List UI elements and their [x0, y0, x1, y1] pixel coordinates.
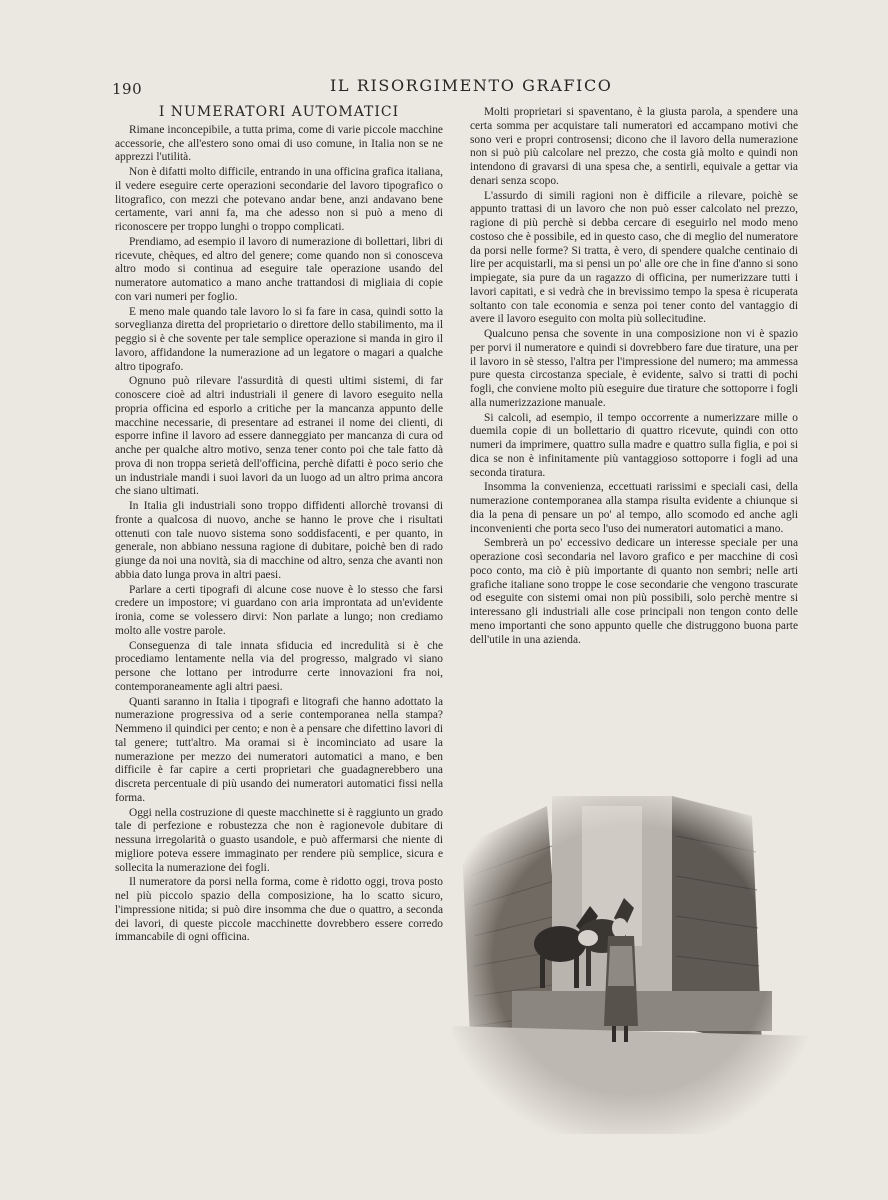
woman-with-goats-photo: [452, 786, 810, 1134]
paragraph: Parlare a certi tipografi di alcune cose nuove è lo stesso che farsi credere un impostore; vi guardano con aria improntata ad un'evidente ironia, come se volessero dirvi: Non parlate a lungo; non crediamo molto alle vostre parole.: [115, 583, 443, 637]
paragraph: Prendiamo, ad esempio il lavoro di numerazione di bollettari, libri di ricevute, chèques, ed altro del genere; come quando non si conosceva altro modo si continua ad eseguire tale operazione usando del numeratore automatico a mano anche trattandosi di migliaia di copie con vari numeri per foglio.: [115, 235, 443, 303]
journal-title: IL RISORGIMENTO GRAFICO: [330, 76, 613, 95]
paragraph: Sembrerà un po' eccessivo dedicare un interesse speciale per una operazione così secondaria nel lavoro grafico e per macchine di così poco conto, ma ciò è più importante di quanto non sembri; nelle arti grafiche italiane sono troppe le cose secondarie che vengono trascurate od eseguite con sistemi omai non più possibili, solo perchè mentre si interessano gli industriali alle cose principali non tengon conto delle meno importanti che sono appunto quelle che distruggono buona parte dell'utile in una azienda.: [470, 537, 798, 646]
page-number: 190: [112, 80, 143, 98]
paragraph: Molti proprietari si spaventano, è la giusta parola, a spendere una certa somma per acquistare tali numeratori ed accampano motivi che sono veri e propri controsensi; dicono che il lavoro della numerazione non si può più calcolare nel prezzo, che costa già molto e quindi non intendono di gravarsi di una spesa che, a sentirli, equivale a gettar via denari senza scopo.: [470, 106, 798, 187]
paragraph: Non è difatti molto difficile, entrando in una officina grafica italiana, il vedere eseguire certe operazioni secondarie del lavoro tipografico o litografico, con mezzi che potevano andar bene, anzi andavano bene certamente, vari anni fa, ma che adesso non si può a meno di riconoscere per troppo lunghi o troppo complicati.: [115, 166, 443, 233]
article-title: I NUMERATORI AUTOMATICI: [158, 104, 400, 120]
paragraph: Oggi nella costruzione di queste macchinette si è raggiunto un grado tale di perfezione e robustezza che non è ragionevole dubitare di nessuna irregolarità o guasto usandole, e può affermarsi che niente di migliore poteva essere immaginato per rendere più semplice, sicura e sollecita la numerazione dei fogli.: [115, 806, 443, 874]
paragraph: Ognuno può rilevare l'assurdità di questi ultimi sistemi, di far conoscere cioè ad altri industriali il genere di lavoro eseguito nella propria officina ed esporlo a critiche per la mancanza appunto delle macchine necessarie, di presentare ad estranei il nome dei clienti, di esporre infine il lavoro ad essere danneggiato per mancanza di cura od anche per qualche altro motivo, senza tener conto poi che tale fatto dà prova di non troppa serietà dell'officina, perchè difatti è poco serio che un industriale mandi i suoi lavori da un luogo ad un altro prima ancora che siano ultimati.: [115, 375, 443, 498]
paragraph: In Italia gli industriali sono troppo diffidenti allorchè trovansi di fronte a qualcosa di nuovo, anche se hanno le prove che i risultati ottenuti con tale nuovo sistema sono soddisfacenti, e per quanto, in generale, non abbiano nessuna ragione di dubitare, poichè ben di rado giunge da noi una novità, sia di macchine od altro, senza che avanti non abbia dato lunga prova in altri paesi.: [115, 500, 443, 581]
paragraph: Insomma la convenienza, eccettuati rarissimi e speciali casi, della numerazione contemporanea alla stampa risulta evidente a chiunque si dia la pena di pensare un po' al tempo, allo scomodo ed anche agli inconvenienti che porta seco l'uso dei numeratori automatici a mano.: [470, 481, 798, 535]
paragraph: Si calcoli, ad esempio, il tempo occorrente a numerizzare mille o duemila copie di un bollettario di quattro ricevute, quindi con otto numeri da imprimere, quattro sulla madre e quattro sulla figlia, e poi si dica se non è infinitamente più vantaggioso sottoporre i fogli ad una seconda tiratura.: [470, 411, 798, 479]
left-column: [115, 106, 443, 946]
paragraph: Rimane inconcepibile, a tutta prima, come di varie piccole macchine accessorie, che all'estero sono omai di uso comune, in Italia non se ne apprezzi l'utilità.: [115, 123, 443, 164]
paragraph: Il numeratore da porsi nella forma, come è ridotto oggi, trova posto nel più piccolo spazio della composizione, ha lo scatto sicuro, l'impressione nitida; si può dire insomma che due o quattro, a seconda dei lavori, di queste piccole macchinette dovrebbero essere corredo immancabile di ogni officina.: [115, 876, 443, 944]
right-column: [470, 106, 798, 648]
paragraph: L'assurdo di simili ragioni non è difficile a rilevare, poichè se appunto trattasi di un lavoro che non può esser calcolato nel prezzo, ragione di più perchè si debba cercare di eseguirlo nel modo meno costoso che è possibile, ed in questo caso, che di meglio del numeratore da porsi nelle forme? Si tratta, è vero, di spendere qualche centinaio di lire per acquistarli, ma si pensi un po' alle ore che in fine d'anno si sono impiegate, sia pure da un ragazzo di officina, per numerizzare tutti i lavori capitati, e si vedrà che in brevissimo tempo la spesa è ricuperata soltanto con tale economia e senza poi tener conto del vantaggio di avere il lavoro eseguito con molta più sollecitudine.: [470, 189, 798, 326]
paragraph: Quanti saranno in Italia i tipografi e litografi che hanno adottato la numerazione progressiva od a serie contemporanea nella stampa? Nemmeno il quindici per cento; e non è a pensare che difettino lavori di tal genere; tutt'altro. Ma oramai si è incominciato ad usare la numerazione per mezzo dei numeratori automatici a mano, e ben difficile è far capire a certi proprietari che guadagnerebbero una discreta percentuale di più usando dei numeratori automatici fissi nella forma.: [115, 695, 443, 804]
paragraph: Qualcuno pensa che sovente in una composizione non vi è spazio per porvi il numeratore e quindi si dovrebbero fare due tirature, una per il lavoro in sè stesso, l'altra per l'impressione del numero; ma ammessa pure questa circostanza speciale, è evidente, salvo si tratti di pochi fogli, che conviene molto più eseguire due tirature che sottoporre i fogli alla numerizzazione manuale.: [470, 328, 798, 409]
paragraph: Conseguenza di tale innata sfiducia ed incredulità si è che procediamo lentamente nella via del progresso, malgrado vi siano persone che lottano per introdurre certe innovazioni fra noi, contemporaneamente agli altri paesi.: [115, 639, 443, 693]
paragraph: E meno male quando tale lavoro lo si fa fare in casa, quindi sotto la sorveglianza diretta del proprietario o direttore dello stabilimento, ma il peggio si è che sovente per tale semplice operazione si manda in giro il lavoro, affidandone la numerazione ad un legatore o magari a qualche altro tipografo.: [115, 305, 443, 373]
photo-illustration: [452, 786, 810, 1134]
